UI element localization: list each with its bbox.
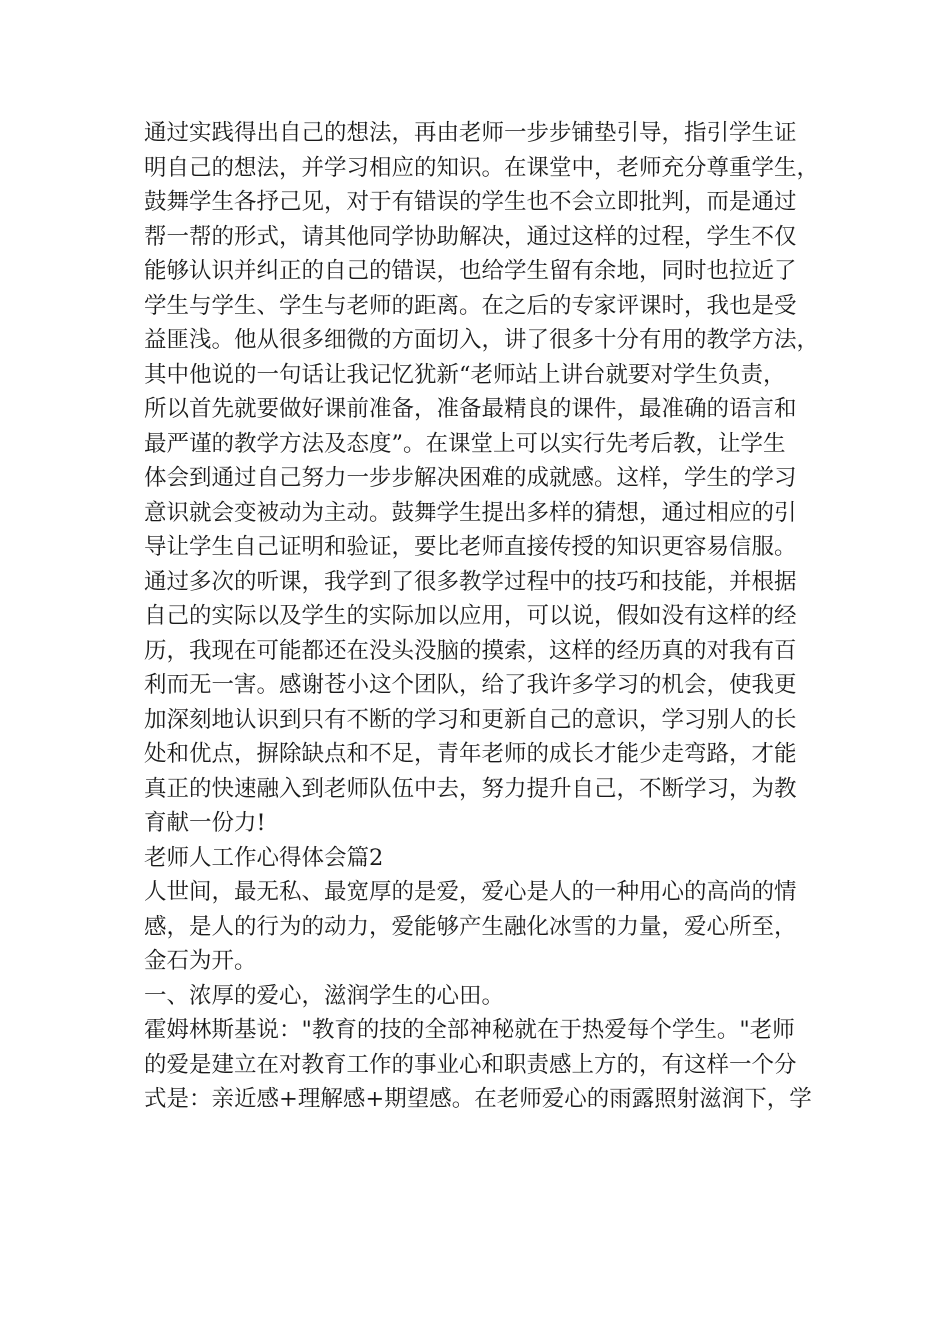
text-line: 育献一份力! [144,810,266,836]
text-line: 利而无一害。感谢苍小这个团队，给了我许多学习的机会，使我更 [144,672,797,698]
text-line: 明自己的想法，并学习相应的知识。在课堂中，老师充分尊重学生， [144,154,820,181]
subsection-heading: 一、浓厚的爱心，滋润学生的心田。 [144,982,505,1009]
text-line: 帮一帮的形式，请其他同学协助解决，通过这样的过程，学生不仅 [144,223,797,250]
text-line: 霍姆林斯基说："教育的技的全部神秘就在于热爱每个学生。"老师 [144,1017,795,1043]
text-line: 所以首先就要做好课前准备，准备最精良的课件，最准确的语言和 [144,396,797,422]
text-line: 通过实践得出自己的想法，再由老师一步步铺垫引导，指引学生证 [144,120,797,146]
text-line: 学生与学生、学生与老师的距离。在之后的专家评课时，我也是受 [144,292,797,319]
text-line: 意识就会变被动为主动。鼓舞学生提出多样的猜想，通过相应的引 [144,499,797,526]
text-line: 加深刻地认识到只有不断的学习和更新自己的意识，学习别人的长 [144,706,797,733]
text-line: 人世间，最无私、最宽厚的是爱，爱心是人的一种用心的高尚的情 [144,879,797,905]
text-line: 导让学生自己证明和验证，要比老师直接传授的知识更容易信服。 [144,534,797,560]
text-line: 式是：亲近感+理解感+期望感。在老师爱心的雨露照射滋润下，学 [144,1086,812,1112]
text-line: 感，是人的行为的动力，爱能够产生融化冰雪的力量，爱心所至， [144,913,797,940]
text-line: 益匪浅。他从很多细微的方面切入，讲了很多十分有用的教学方法， [144,327,820,353]
text-line: 处和优点，摒除缺点和不足，青年老师的成长才能少走弯路，才能 [144,741,797,767]
text-line: 通过多次的听课，我学到了很多教学过程中的技巧和技能，并根据 [144,568,797,595]
text-line: 自己的实际以及学生的实际加以应用，可以说，假如没有这样的经 [144,603,797,629]
text-line: 金石为开。 [144,948,257,974]
section-heading: 老师人工作心得体会篇2 [144,844,384,871]
text-line: 历，我现在可能都还在没头没脑的摸索，这样的经历真的对我有百 [144,637,797,664]
text-line: 体会到通过自己努力一步步解决困难的成就感。这样，学生的学习 [144,465,797,491]
document-body [144,116,820,1117]
text-line: 最严谨的教学方法及态度”。在课堂上可以实行先考后教，让学生 [144,430,786,457]
text-line: 鼓舞学生各抒己见，对于有错误的学生也不会立即批判，而是通过 [144,189,797,215]
text-line: 的爱是建立在对教育工作的事业心和职责感上方的，有这样一个分 [144,1051,797,1078]
text-line: 能够认识并纠正的自己的错误，也给学生留有余地，同时也拉近了 [144,258,797,284]
text-line: 其中他说的一句话让我记忆犹新“老师站上讲台就要对学生负责， [144,361,786,388]
text-line: 真正的快速融入到老师队伍中去，努力提升自己，不断学习，为教 [144,775,797,802]
